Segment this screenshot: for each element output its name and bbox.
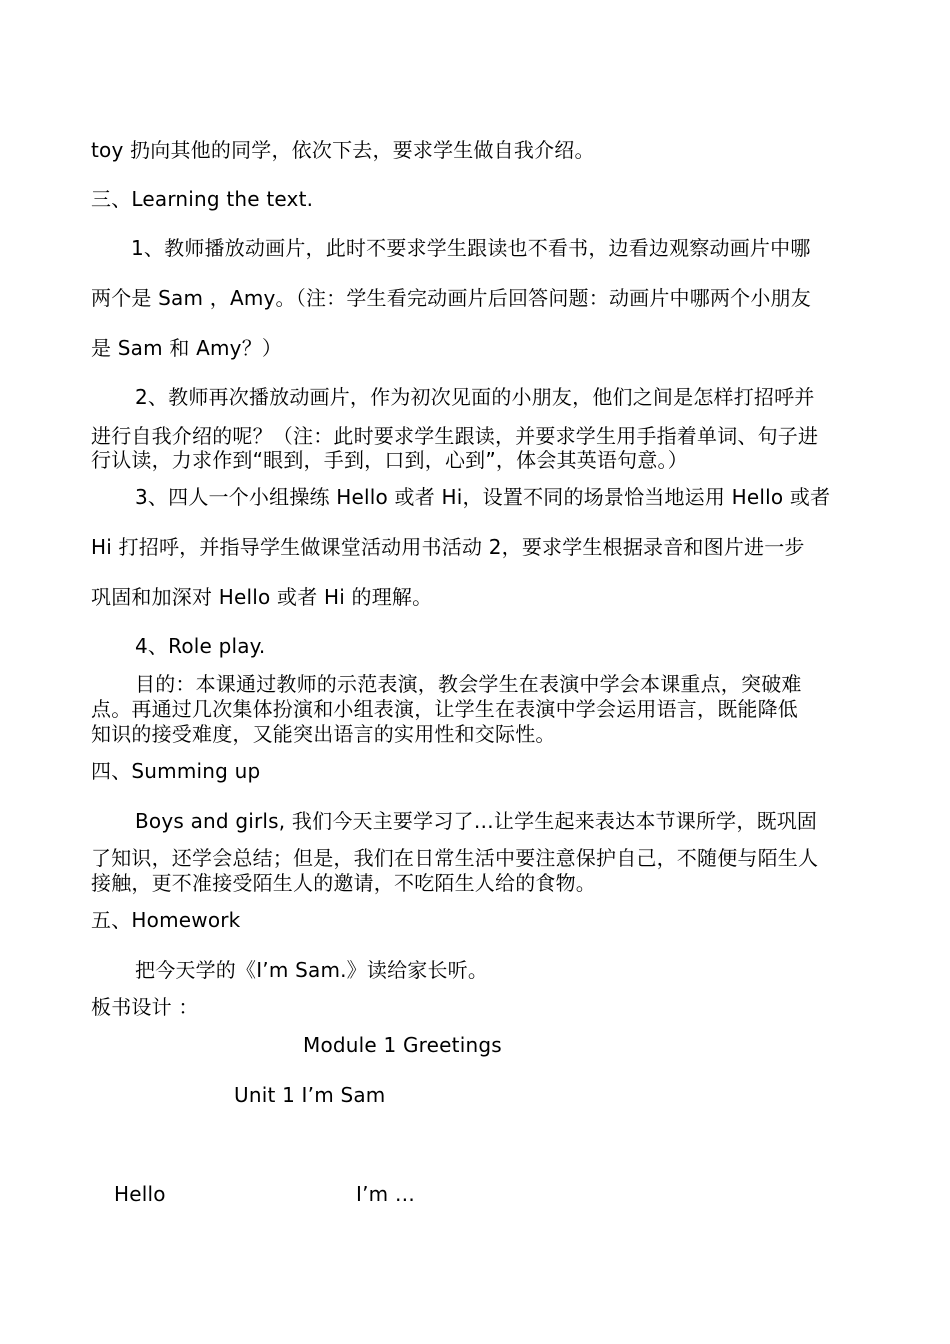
text-line: 了知识，还学会总结；但是，我们在日常生活中要注意保护自己，不随便与陌生人 <box>91 846 819 870</box>
text-line: 4、Role play. <box>135 634 266 658</box>
text-line: Hi 打招呼，并指导学生做课堂活动用书活动 2，要求学生根据录音和图片进一步 <box>91 535 805 559</box>
text-line: 知识的接受难度，又能突出语言的实用性和交际性。 <box>91 722 556 746</box>
text-line: 目的：本课通过教师的示范表演，教会学生在表演中学会本课重点，突破难 <box>135 672 802 696</box>
text-line: 两个是 Sam ，Amy。（注：学生看完动画片后回答问题：动画片中哪两个小朋友 <box>91 286 811 310</box>
text-line: 接触，更不准接受陌生人的邀请，不吃陌生人给的食物。 <box>91 871 596 895</box>
section-heading: 四、Summing up <box>91 759 261 783</box>
text-line: 进行自我介绍的呢？（注：此时要求学生跟读，并要求学生用手指着单词、句子进 <box>91 424 819 448</box>
board-word: I’m … <box>356 1182 416 1206</box>
section-heading: 三、Learning the text. <box>91 187 314 211</box>
section-heading: 五、Homework <box>91 908 241 932</box>
text-line: Boys and girls, 我们今天主要学习了…让学生起来表达本节课所学，既巩固 <box>135 809 818 833</box>
board-word: Hello <box>114 1182 166 1206</box>
text-line: 3、四人一个小组操练 Hello 或者 Hi，设置不同的场景恰当地运用 Hello 或者 <box>135 485 831 509</box>
text-line: 把今天学的《I’m Sam.》读给家长听。 <box>135 958 489 982</box>
board-title: Module 1 Greetings <box>303 1033 502 1057</box>
text-line: 1、教师播放动画片，此时不要求学生跟读也不看书，边看边观察动画片中哪 <box>131 236 811 260</box>
text-line: 行认读，力求作到“眼到，手到，口到，心到”，体会其英语句意。） <box>91 448 688 472</box>
section-heading: 板书设计 ： <box>91 995 199 1019</box>
text-line: 点。再通过几次集体扮演和小组表演，让学生在表演中学会运用语言，既能降低 <box>91 697 798 721</box>
board-subtitle: Unit 1 I’m Sam <box>234 1083 386 1107</box>
text-line: toy 扔向其他的同学，依次下去，要求学生做自我介绍。 <box>91 138 595 162</box>
text-line: 2、教师再次播放动画片，作为初次见面的小朋友，他们之间是怎样打招呼并 <box>135 385 815 409</box>
text-line: 是 Sam 和 Amy？） <box>91 336 283 360</box>
text-line: 巩固和加深对 Hello 或者 Hi 的理解。 <box>91 585 433 609</box>
